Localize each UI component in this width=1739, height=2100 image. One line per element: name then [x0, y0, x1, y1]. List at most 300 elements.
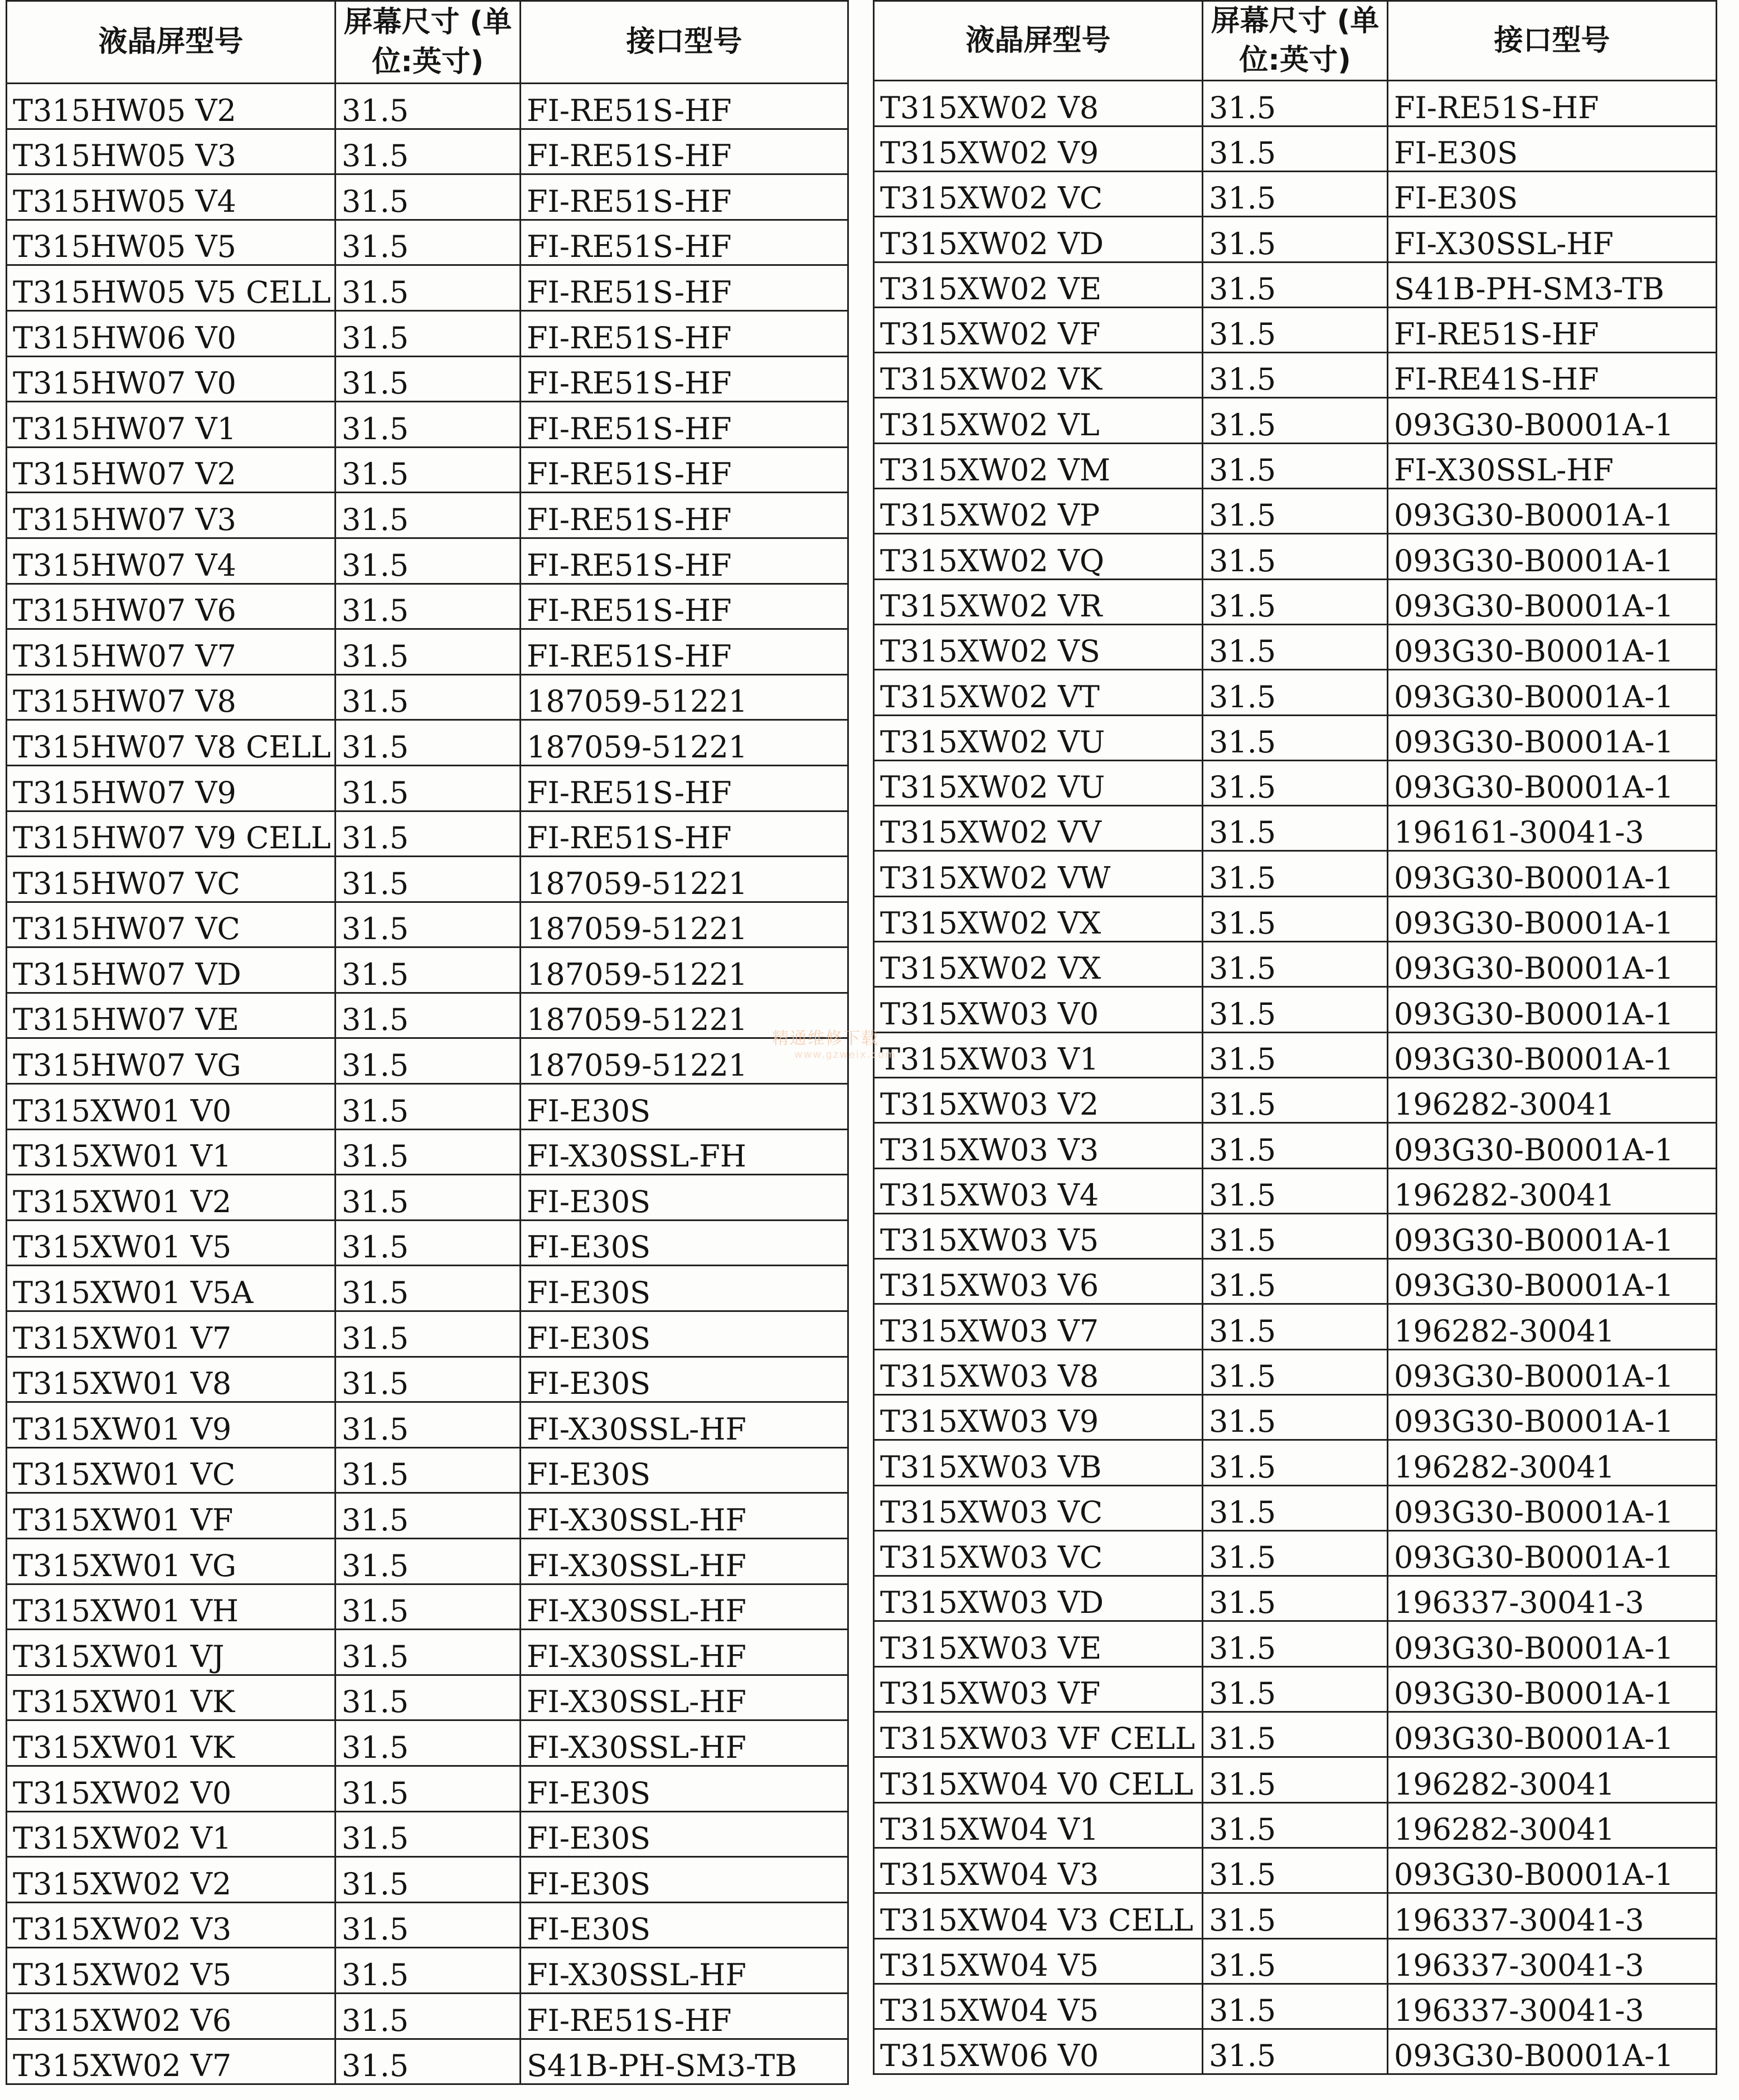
cell-size: 31.5: [336, 1539, 521, 1584]
cell-model: T315HW07 V8 CELL: [7, 720, 336, 766]
cell-model: T315XW03 V0: [874, 987, 1203, 1032]
cell-size: 31.5: [1203, 1259, 1388, 1304]
table-row: [7, 1675, 848, 1720]
cell-model: T315HW06 V0: [7, 310, 336, 356]
cell-model: T315HW05 V5 CELL: [7, 265, 336, 311]
table-row: [7, 84, 848, 129]
table-row: [874, 1394, 1717, 1440]
cell-connector: FI-RE51S-HF: [521, 84, 848, 129]
cell-model: T315XW01 V1: [7, 1129, 336, 1175]
table-row: [874, 398, 1717, 443]
cell-model: T315HW07 V6: [7, 584, 336, 629]
cell-size: 31.5: [336, 1220, 521, 1266]
table-row: [874, 987, 1717, 1032]
table-row: [7, 674, 848, 720]
cell-size: 31.5: [1203, 1621, 1388, 1666]
table-row: [7, 720, 848, 766]
cell-model: T315XW02 VU: [874, 760, 1203, 805]
table-row: [7, 1357, 848, 1402]
watermark-title: 精通维修下载: [772, 1029, 879, 1048]
cell-connector: FI-X30SSL-HF: [1388, 443, 1717, 488]
cell-connector: FI-RE51S-HF: [1388, 307, 1717, 352]
cell-connector: FI-E30S: [521, 1311, 848, 1357]
cell-size: 31.5: [1203, 1304, 1388, 1349]
cell-size: 31.5: [336, 1175, 521, 1221]
table-row: [7, 811, 848, 857]
table-body: [7, 84, 848, 2084]
table-row: [874, 1848, 1717, 1893]
table-row: [874, 896, 1717, 941]
cell-connector: FI-RE51S-HF: [521, 265, 848, 311]
table-row: [7, 765, 848, 811]
cell-connector: 093G30-B0001A-1: [1388, 670, 1717, 715]
cell-connector: 196337-30041-3: [1388, 1938, 1717, 1984]
cell-model: T315XW06 V0: [874, 2029, 1203, 2074]
cell-model: T315XW02 VX: [874, 896, 1203, 941]
table-row: [874, 81, 1717, 126]
cell-size: 31.5: [336, 1584, 521, 1630]
table-row: [874, 217, 1717, 262]
cell-size: 31.5: [1203, 1984, 1388, 2029]
cell-size: 31.5: [336, 538, 521, 584]
cell-connector: FI-X30SSL-HF: [521, 1948, 848, 1994]
cell-size: 31.5: [1203, 534, 1388, 579]
cell-connector: 093G30-B0001A-1: [1388, 851, 1717, 896]
cell-model: T315XW03 VC: [874, 1485, 1203, 1530]
cell-connector: FI-RE51S-HF: [1388, 81, 1717, 126]
cell-size: 31.5: [336, 1447, 521, 1493]
cell-connector: 093G30-B0001A-1: [1388, 489, 1717, 534]
cell-model: T315HW07 VC: [7, 857, 336, 902]
header-size: 屏幕尺寸 (单位:英寸): [1203, 1, 1388, 81]
cell-connector: 093G30-B0001A-1: [1388, 1530, 1717, 1576]
cell-connector: 093G30-B0001A-1: [1388, 1621, 1717, 1666]
cell-model: T315HW07 V4: [7, 538, 336, 584]
cell-model: T315XW01 V0: [7, 1084, 336, 1130]
cell-connector: 187059-51221: [521, 674, 848, 720]
cell-connector: FI-E30S: [1388, 171, 1717, 216]
table-row: [7, 947, 848, 993]
cell-size: 31.5: [1203, 307, 1388, 352]
cell-model: T315HW05 V5: [7, 220, 336, 265]
cell-model: T315HW07 VD: [7, 947, 336, 993]
table-row: [7, 1766, 848, 1811]
table-row: [7, 1175, 848, 1221]
table-row: [7, 356, 848, 402]
cell-connector: FI-X30SSL-HF: [521, 1630, 848, 1675]
cell-connector: FI-E30S: [521, 1857, 848, 1903]
cell-size: 31.5: [1203, 489, 1388, 534]
cell-connector: 196337-30041-3: [1388, 1576, 1717, 1621]
cell-model: T315HW07 V7: [7, 629, 336, 675]
cell-connector: FI-RE51S-HF: [521, 447, 848, 493]
cell-model: T315XW03 VF: [874, 1666, 1203, 1712]
cell-connector: 093G30-B0001A-1: [1388, 1848, 1717, 1893]
cell-connector: 187059-51221: [521, 720, 848, 766]
cell-size: 31.5: [1203, 1077, 1388, 1122]
cell-model: T315XW02 VS: [874, 624, 1203, 669]
cell-size: 31.5: [336, 765, 521, 811]
cell-connector: FI-RE51S-HF: [521, 629, 848, 675]
cell-connector: 196161-30041-3: [1388, 806, 1717, 851]
cell-size: 31.5: [1203, 171, 1388, 216]
table-row: [874, 443, 1717, 488]
cell-model: T315HW05 V3: [7, 129, 336, 174]
table-row: [874, 1304, 1717, 1349]
cell-connector: FI-X30SSL-HF: [521, 1493, 848, 1539]
cell-connector: FI-E30S: [521, 1766, 848, 1811]
cell-size: 31.5: [336, 857, 521, 902]
cell-model: T315XW01 VG: [7, 1539, 336, 1584]
cell-connector: 093G30-B0001A-1: [1388, 398, 1717, 443]
table-row: [7, 1402, 848, 1448]
cell-model: T315HW05 V2: [7, 84, 336, 129]
cell-connector: FI-E30S: [521, 1266, 848, 1311]
cell-connector: S41B-PH-SM3-TB: [1388, 262, 1717, 307]
cell-model: T315XW02 V6: [7, 1993, 336, 2039]
cell-model: T315XW03 V3: [874, 1123, 1203, 1168]
cell-size: 31.5: [336, 1402, 521, 1448]
cell-size: 31.5: [1203, 1485, 1388, 1530]
cell-connector: 093G30-B0001A-1: [1388, 1123, 1717, 1168]
cell-connector: 093G30-B0001A-1: [1388, 1349, 1717, 1394]
table-row: [874, 1077, 1717, 1122]
cell-size: 31.5: [1203, 987, 1388, 1032]
cell-size: 31.5: [336, 1493, 521, 1539]
cell-model: T315HW07 V0: [7, 356, 336, 402]
cell-connector: 196337-30041-3: [1388, 1984, 1717, 2029]
cell-model: T315XW02 VV: [874, 806, 1203, 851]
table-row: [7, 1857, 848, 1903]
table-row: [874, 307, 1717, 352]
table-row: [7, 1129, 848, 1175]
table-row: [874, 942, 1717, 987]
cell-model: T315XW02 V7: [7, 2039, 336, 2084]
cell-size: 31.5: [1203, 1576, 1388, 1621]
cell-connector: 196282-30041: [1388, 1802, 1717, 1848]
cell-model: T315XW03 VC: [874, 1530, 1203, 1576]
cell-model: T315XW03 VD: [874, 1576, 1203, 1621]
cell-model: T315XW01 V2: [7, 1175, 336, 1221]
table-header: [7, 1, 848, 84]
table-row: [7, 1948, 848, 1994]
cell-size: 31.5: [336, 902, 521, 947]
cell-size: 31.5: [336, 947, 521, 993]
table-row: [874, 715, 1717, 760]
cell-model: T315XW01 V7: [7, 1311, 336, 1357]
cell-model: T315XW02 V9: [874, 126, 1203, 171]
table-row: [874, 1259, 1717, 1304]
cell-model: T315XW03 V9: [874, 1394, 1203, 1440]
cell-model: T315XW02 V0: [7, 1766, 336, 1811]
cell-model: T315XW02 V8: [874, 81, 1203, 126]
table-row: [874, 1123, 1717, 1168]
table-row: [7, 220, 848, 265]
cell-size: 31.5: [1203, 1712, 1388, 1757]
cell-model: T315XW02 VC: [874, 171, 1203, 216]
table-row: [7, 629, 848, 675]
cell-connector: 093G30-B0001A-1: [1388, 760, 1717, 805]
cell-size: 31.5: [336, 1902, 521, 1948]
cell-model: T315HW07 VG: [7, 1038, 336, 1084]
cell-model: T315HW07 VC: [7, 902, 336, 947]
cell-connector: S41B-PH-SM3-TB: [521, 2039, 848, 2084]
cell-size: 31.5: [336, 1266, 521, 1311]
cell-connector: FI-RE51S-HF: [521, 1993, 848, 2039]
table-row: [7, 1038, 848, 1084]
cell-model: T315XW03 VB: [874, 1440, 1203, 1485]
cell-model: T315HW07 V3: [7, 493, 336, 538]
cell-size: 31.5: [1203, 262, 1388, 307]
table-row: [874, 1576, 1717, 1621]
table-row: [874, 1938, 1717, 1984]
cell-model: T315HW07 VE: [7, 993, 336, 1038]
cell-connector: FI-RE41S-HF: [1388, 353, 1717, 398]
cell-size: 31.5: [336, 674, 521, 720]
cell-model: T315HW07 V9 CELL: [7, 811, 336, 857]
cell-connector: FI-RE51S-HF: [521, 765, 848, 811]
table-row: [7, 447, 848, 493]
table-row: [874, 1893, 1717, 1938]
cell-size: 31.5: [336, 720, 521, 766]
cell-connector: FI-RE51S-HF: [521, 538, 848, 584]
cell-model: T315XW02 V3: [7, 1902, 336, 1948]
table-row: [7, 1630, 848, 1675]
cell-connector: FI-RE51S-HF: [521, 174, 848, 220]
table-row: [7, 902, 848, 947]
cell-connector: FI-E30S: [521, 1902, 848, 1948]
cell-size: 31.5: [336, 1084, 521, 1130]
cell-size: 31.5: [336, 220, 521, 265]
table-row: [874, 1213, 1717, 1258]
cell-size: 31.5: [336, 356, 521, 402]
cell-connector: 093G30-B0001A-1: [1388, 579, 1717, 624]
cell-size: 31.5: [1203, 1848, 1388, 1893]
table-row: [7, 1084, 848, 1130]
cell-connector: FI-RE51S-HF: [521, 310, 848, 356]
cell-size: 31.5: [1203, 81, 1388, 126]
table-row: [874, 806, 1717, 851]
cell-size: 31.5: [336, 1630, 521, 1675]
cell-connector: FI-X30SSL-FH: [521, 1129, 848, 1175]
table-row: [7, 1266, 848, 1311]
table-row: [7, 1539, 848, 1584]
cell-size: 31.5: [1203, 1530, 1388, 1576]
cell-size: 31.5: [336, 811, 521, 857]
cell-connector: 187059-51221: [521, 902, 848, 947]
cell-model: T315XW01 VH: [7, 1584, 336, 1630]
cell-size: 31.5: [1203, 579, 1388, 624]
cell-size: 31.5: [1203, 942, 1388, 987]
cell-connector: 196282-30041: [1388, 1440, 1717, 1485]
cell-model: T315XW01 VC: [7, 1447, 336, 1493]
cell-model: T315XW03 VE: [874, 1621, 1203, 1666]
cell-size: 31.5: [1203, 217, 1388, 262]
table-row: [874, 1621, 1717, 1666]
table-header: [874, 1, 1717, 81]
cell-connector: 093G30-B0001A-1: [1388, 1213, 1717, 1258]
cell-size: 31.5: [336, 629, 521, 675]
cell-connector: 093G30-B0001A-1: [1388, 715, 1717, 760]
cell-size: 31.5: [1203, 896, 1388, 941]
table-row: [874, 1168, 1717, 1213]
cell-connector: 093G30-B0001A-1: [1388, 896, 1717, 941]
cell-connector: FI-X30SSL-HF: [521, 1402, 848, 1448]
cell-model: T315XW04 V5: [874, 1938, 1203, 1984]
cell-model: T315HW07 V8: [7, 674, 336, 720]
watermark-url: www.gzweix.com: [794, 1049, 896, 1061]
cell-connector: 093G30-B0001A-1: [1388, 987, 1717, 1032]
cell-model: T315XW02 VX: [874, 942, 1203, 987]
cell-connector: FI-E30S: [521, 1357, 848, 1402]
cell-model: T315XW02 VK: [874, 353, 1203, 398]
cell-size: 31.5: [1203, 1802, 1388, 1848]
table-row: [874, 760, 1717, 805]
table-row: [7, 993, 848, 1038]
cell-connector: FI-RE51S-HF: [521, 356, 848, 402]
cell-model: T315XW02 VT: [874, 670, 1203, 715]
cell-connector: 196337-30041-3: [1388, 1893, 1717, 1938]
cell-size: 31.5: [1203, 126, 1388, 171]
cell-size: 31.5: [1203, 398, 1388, 443]
cell-connector: 093G30-B0001A-1: [1388, 624, 1717, 669]
cell-size: 31.5: [336, 1811, 521, 1857]
cell-model: T315XW02 V1: [7, 1811, 336, 1857]
header-size: 屏幕尺寸 (单位:英寸): [336, 1, 521, 84]
cell-model: T315XW03 V6: [874, 1259, 1203, 1304]
cell-model: T315XW01 V5: [7, 1220, 336, 1266]
cell-connector: 093G30-B0001A-1: [1388, 534, 1717, 579]
table-row: [874, 534, 1717, 579]
cell-model: T315XW03 V2: [874, 1077, 1203, 1122]
cell-model: T315XW03 V5: [874, 1213, 1203, 1258]
table-row: [874, 2029, 1717, 2074]
table-row: [874, 1530, 1717, 1576]
cell-size: 31.5: [336, 129, 521, 174]
cell-model: T315XW02 VP: [874, 489, 1203, 534]
header-connector: 接口型号: [1388, 1, 1717, 81]
table-row: [874, 1666, 1717, 1712]
cell-connector: 187059-51221: [521, 993, 848, 1038]
header-model: 液晶屏型号: [7, 1, 336, 84]
cell-model: T315HW07 V9: [7, 765, 336, 811]
table-row: [7, 174, 848, 220]
cell-model: T315XW01 V5A: [7, 1266, 336, 1311]
cell-size: 31.5: [1203, 760, 1388, 805]
table-row: [7, 1811, 848, 1857]
cell-connector: 093G30-B0001A-1: [1388, 2029, 1717, 2074]
table-row: [874, 1440, 1717, 1485]
cell-model: T315HW07 V2: [7, 447, 336, 493]
cell-model: T315XW02 VL: [874, 398, 1203, 443]
table-row: [7, 1311, 848, 1357]
cell-size: 31.5: [336, 84, 521, 129]
table-row: [874, 171, 1717, 216]
cell-size: 31.5: [1203, 670, 1388, 715]
table-row: [874, 851, 1717, 896]
table-row: [7, 1447, 848, 1493]
table-body: [874, 81, 1717, 2074]
cell-connector: FI-RE51S-HF: [521, 402, 848, 448]
cell-size: 31.5: [1203, 1666, 1388, 1712]
cell-connector: FI-X30SSL-HF: [521, 1720, 848, 1766]
cell-model: T315XW02 V2: [7, 1857, 336, 1903]
cell-model: T315XW02 VW: [874, 851, 1203, 896]
cell-model: T315XW02 VU: [874, 715, 1203, 760]
table-row: [874, 1984, 1717, 2029]
cell-connector: 187059-51221: [521, 1038, 848, 1084]
table-row: [7, 584, 848, 629]
cell-size: 31.5: [1203, 1394, 1388, 1440]
cell-model: T315XW03 V7: [874, 1304, 1203, 1349]
table-row: [7, 1220, 848, 1266]
cell-size: 31.5: [336, 1038, 521, 1084]
cell-size: 31.5: [1203, 1893, 1388, 1938]
cell-model: T315XW03 V1: [874, 1032, 1203, 1077]
table-row: [7, 538, 848, 584]
cell-size: 31.5: [1203, 1213, 1388, 1258]
cell-model: T315XW01 VF: [7, 1493, 336, 1539]
table-row: [7, 493, 848, 538]
cell-connector: FI-RE51S-HF: [521, 493, 848, 538]
table-row: [874, 624, 1717, 669]
cell-size: 31.5: [1203, 1938, 1388, 1984]
table-row: [7, 310, 848, 356]
cell-connector: FI-RE51S-HF: [521, 129, 848, 174]
cell-connector: 187059-51221: [521, 947, 848, 993]
cell-size: 31.5: [1203, 715, 1388, 760]
cell-size: 31.5: [336, 402, 521, 448]
cell-model: T315HW05 V4: [7, 174, 336, 220]
cell-size: 31.5: [1203, 1032, 1388, 1077]
table-row: [874, 579, 1717, 624]
table-row: [874, 1485, 1717, 1530]
table-row: [874, 1712, 1717, 1757]
cell-size: 31.5: [336, 1129, 521, 1175]
cell-model: T315XW01 V9: [7, 1402, 336, 1448]
cell-connector: 093G30-B0001A-1: [1388, 1712, 1717, 1757]
cell-connector: 093G30-B0001A-1: [1388, 1032, 1717, 1077]
table-row: [7, 1993, 848, 2039]
cell-connector: 196282-30041: [1388, 1168, 1717, 1213]
table-row: [874, 262, 1717, 307]
cell-model: T315XW03 VF CELL: [874, 1712, 1203, 1757]
cell-size: 31.5: [1203, 443, 1388, 488]
table-row: [7, 265, 848, 311]
cell-size: 31.5: [1203, 1440, 1388, 1485]
cell-size: 31.5: [336, 584, 521, 629]
cell-size: 31.5: [336, 1311, 521, 1357]
cell-connector: 187059-51221: [521, 857, 848, 902]
cell-model: T315XW01 VK: [7, 1675, 336, 1720]
cell-size: 31.5: [336, 310, 521, 356]
cell-size: 31.5: [336, 447, 521, 493]
cell-size: 31.5: [1203, 2029, 1388, 2074]
table-row: [874, 1757, 1717, 1802]
cell-size: 31.5: [336, 493, 521, 538]
cell-size: 31.5: [336, 1857, 521, 1903]
table-row: [874, 1802, 1717, 1848]
table-row: [874, 1032, 1717, 1077]
table-row: [7, 1493, 848, 1539]
cell-model: T315XW04 V0 CELL: [874, 1757, 1203, 1802]
table-row: [7, 1720, 848, 1766]
table-row: [874, 670, 1717, 715]
cell-size: 31.5: [336, 1720, 521, 1766]
cell-connector: FI-E30S: [521, 1811, 848, 1857]
cell-model: T315HW07 V1: [7, 402, 336, 448]
cell-connector: 093G30-B0001A-1: [1388, 1259, 1717, 1304]
